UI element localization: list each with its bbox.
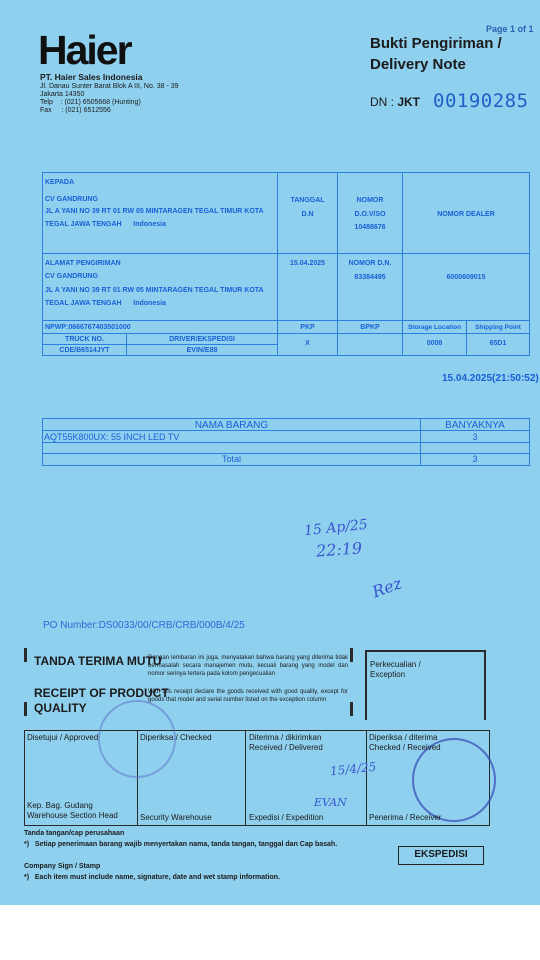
document-title-en: Delivery Note [370, 56, 466, 73]
expedition-label: Expedisi / Expedition [249, 813, 324, 822]
dealer-label: NOMOR DEALER [437, 211, 495, 218]
recipient-address: TEGAL JAWA TENGAH Indonesia [45, 221, 166, 228]
exception-label [370, 660, 421, 680]
receipt-title-line: RECEIPT OF PRODUCT [34, 686, 169, 700]
nomor-label: NOMOR [356, 197, 384, 204]
dn-number: 00190285 [433, 90, 529, 112]
nomor-sub: D.O.V/SO [354, 211, 386, 218]
alamat-pengiriman-label: ALAMAT PENGIRIMAN [45, 260, 121, 267]
company-address-line: Jl. Danau Sunter Barat Blok A III, No. 38 - 39 [40, 83, 179, 90]
warehouse-head-label-id: Kep. Bag. Gudang [27, 801, 93, 810]
company-fax: Fax : (021) 6512556 [40, 107, 111, 114]
printed-datetime: 15.04.2025(21:50:52) [442, 373, 539, 384]
truck-no-label: TRUCK NO. [65, 336, 104, 343]
pkp-value: X [305, 340, 310, 347]
recipient-name: CV GANDRUNG [45, 196, 98, 203]
handwritten-time: 22:19 [315, 538, 363, 561]
company-address-line: Jakarta 14350 [40, 91, 85, 98]
delivered-label-en: Received / Delivered [249, 743, 323, 752]
warehouse-head-label-en: Warehouse Section Head [27, 811, 118, 820]
copy-label: EKSPEDISI [398, 846, 484, 865]
item-name: AQT55K800UX: 55 INCH LED TV [44, 432, 180, 442]
haier-logo: Haier [38, 27, 131, 73]
page-number: Page 1 of 1 [486, 24, 534, 34]
received-label [369, 733, 441, 753]
warehouse-head-label [27, 801, 118, 821]
bpkp-label: BPKP [360, 324, 380, 331]
tanda-terima-mutu-title: TANDA TERIMA MUTU [34, 654, 162, 668]
delivery-address: TEGAL JAWA TENGAH Indonesia [45, 300, 166, 307]
kepada-label: KEPADA [45, 179, 75, 186]
banyaknya-header: BANYAKNYA [445, 420, 505, 431]
tanggal-sub: D.N [301, 211, 314, 218]
storage-location-value: 0008 [426, 340, 443, 347]
receipt-title-line: QUALITY [34, 701, 87, 715]
exception-label-id: Perkecualian / [370, 660, 421, 669]
total-qty: 3 [472, 454, 478, 464]
pkp-label: PKP [300, 324, 315, 331]
delivered-label-id: Diterima / dikirimkan [249, 733, 322, 742]
company-sign-note-en: Company Sign / Stamp [24, 863, 101, 870]
dn-label: DN : JKT [370, 95, 421, 109]
nomor-dn-value: 83384495 [354, 274, 386, 281]
receipt-text-id: Dengan lembaran ini juga, menyatakan bahwa barang yang diterima tidak bermasalah secara manajemen mutu, kecuali barang yang model dan nomor serinya tertera pada kolom pengecualian [148, 655, 348, 677]
dealer-value: 6000609015 [446, 274, 486, 281]
storage-location-label: Storage Location [407, 324, 462, 331]
checked-label: Diperiksa / Checked [140, 733, 212, 742]
company-sign-note-id: Tanda tangan/cap perusahaan [24, 830, 125, 837]
truck-no-value: CDE/B6514JYT [59, 347, 110, 354]
npwp: NPWP:0666767403501000 [45, 324, 131, 331]
total-label: Total [221, 454, 241, 464]
approved-label: Disetujui / Approved [27, 733, 99, 742]
handwritten-signature: Rez [369, 573, 405, 602]
driver-value: EVIN/E88 [186, 347, 218, 354]
received-label-en: Checked / Received [369, 743, 441, 752]
shipping-point-value: 65D1 [489, 340, 507, 347]
nomor-value: 10488676 [354, 224, 386, 231]
tanggal-label: TANGGAL [290, 197, 325, 204]
document-title-id: Bukti Pengiriman / [370, 35, 502, 52]
item-qty: 3 [472, 432, 478, 442]
shipping-point-label: Shipping Point [475, 324, 521, 331]
driver-label: DRIVER/EKSPEDISI [169, 336, 235, 343]
company-name: PT. Haier Sales Indonesia [40, 72, 143, 82]
delivery-name: CV GANDRUNG [45, 273, 98, 280]
security-warehouse-label: Security Warehouse [140, 813, 212, 822]
receipt-text-en: With this receipt declare the goods received with good quality, except for goods that model and serial number listed on the exception column [148, 689, 348, 703]
handwritten-delivered-date: 15/4/25 [329, 759, 377, 779]
recipient-address: JL A YANI NO 39 RT 01 RW 05 MINTARAGEN TEGAL TIMUR KOTA [45, 208, 264, 215]
requirement-note-en: *) Each item must include name, signature, date and wet stamp information. [24, 874, 280, 881]
po-number: PO Number:DS0033/00/CRB/CRB/000B/4/25 [43, 620, 245, 631]
nama-barang-header: NAMA BARANG [194, 420, 269, 431]
delivery-address: JL A YANI NO 39 RT 01 RW 05 MINTARAGEN TEGAL TIMUR KOTA [45, 287, 264, 294]
company-phone: Telp : (021) 6505668 (Hunting) [40, 99, 141, 106]
handwritten-expedition-name: EVAN [314, 796, 347, 809]
delivery-date: 15.04.2025 [289, 260, 326, 267]
receiver-label: Penerima / Receiver [369, 813, 442, 822]
delivered-label [249, 733, 323, 753]
handwritten-date: 15 Ap/25 [303, 516, 369, 540]
received-label-id: Diperiksa / diterima [369, 733, 438, 742]
requirement-note-id: *) Setiap penerimaan barang wajib menyertakan nama, tanda tangan, tanggal dan Cap basah. [24, 841, 338, 848]
nomor-dn-label: NOMOR D.N. [348, 260, 392, 267]
exception-label-en: Exception [370, 670, 406, 679]
